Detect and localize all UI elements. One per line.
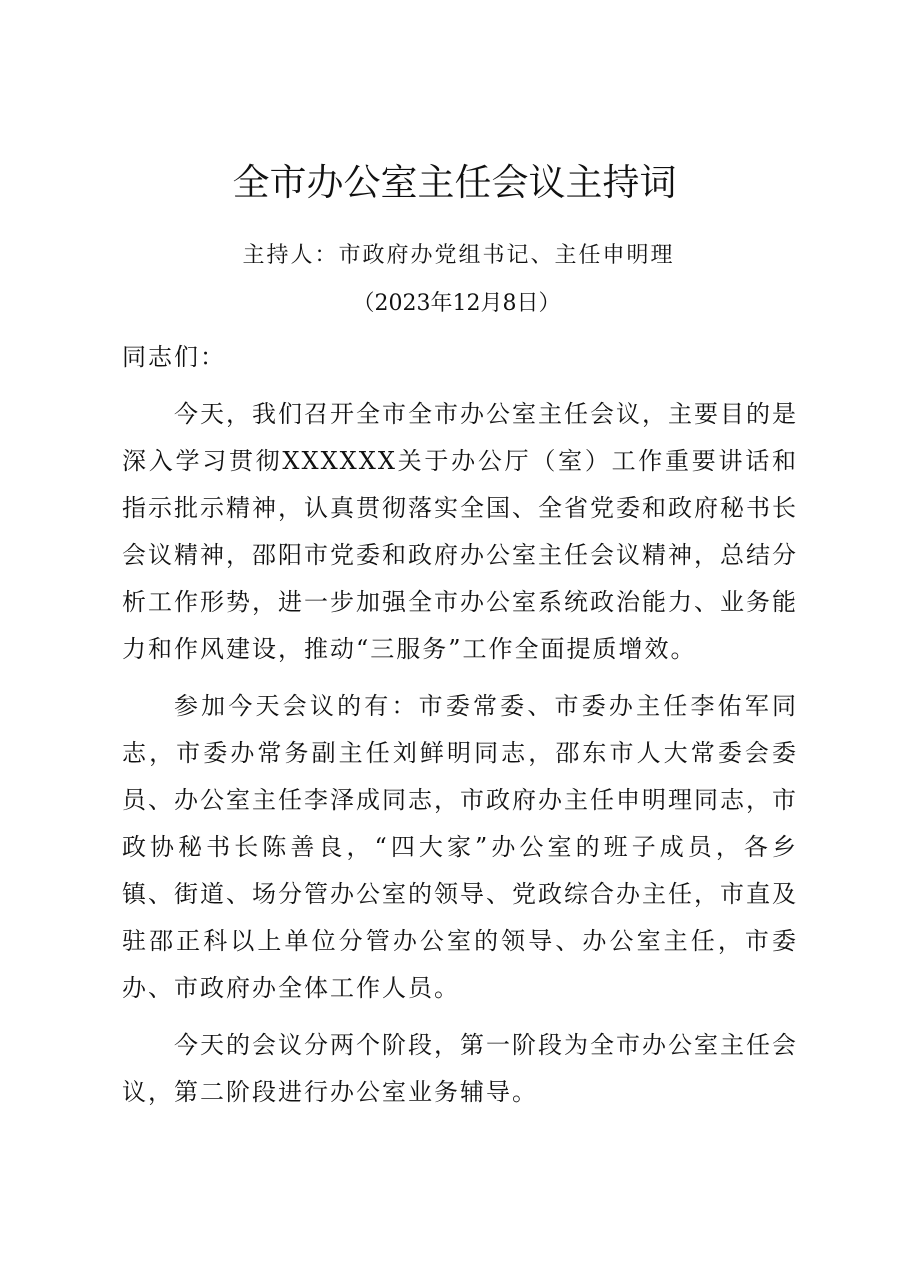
paragraph-agenda: 今天的会议分两个阶段，第一阶段为全市办公室主任会议，第二阶段进行办公室业务辅导。 — [122, 1031, 798, 1106]
paragraph-purpose: 今天，我们召开全市全市办公室主任会议，主要目的是深入学习贯彻XXXXXX关于办公厅（室）工作重要讲话和指示批示精神，认真贯彻落实全国、全省党委和政府秘书长会议精神，邵阳市党委和政府办公室主任会议精神，总结分析工作形势，进一步加强全市办公室系统政治能力、业务能力和作风建设，推动“三服务”工作全面提质增效。 — [122, 400, 798, 663]
document-title: 全市办公室主任会议主持词 — [232, 161, 677, 204]
date-line: （2023年12月8日） — [352, 291, 561, 316]
salutation: 同志们： — [122, 343, 226, 371]
document-body — [122, 334, 798, 1116]
host-line: 主持人：市政府办党组书记、主任申明理 — [242, 243, 675, 268]
paragraph-attendees: 参加今天会议的有：市委常委、市委办主任李佑军同志，市委办常务副主任刘鲜明同志，邵东市人大常委会委员、办公室主任李泽成同志，市政府办主任申明理同志，市政协秘书长陈善良，“四大家”办公室的班子成员，各乡镇、街道、场分管办公室的领导、党政综合办主任，市直及驻邵正科以上单位分管办公室的领导、办公室主任，市委办、市政府办全体工作人员。 — [122, 692, 798, 1002]
